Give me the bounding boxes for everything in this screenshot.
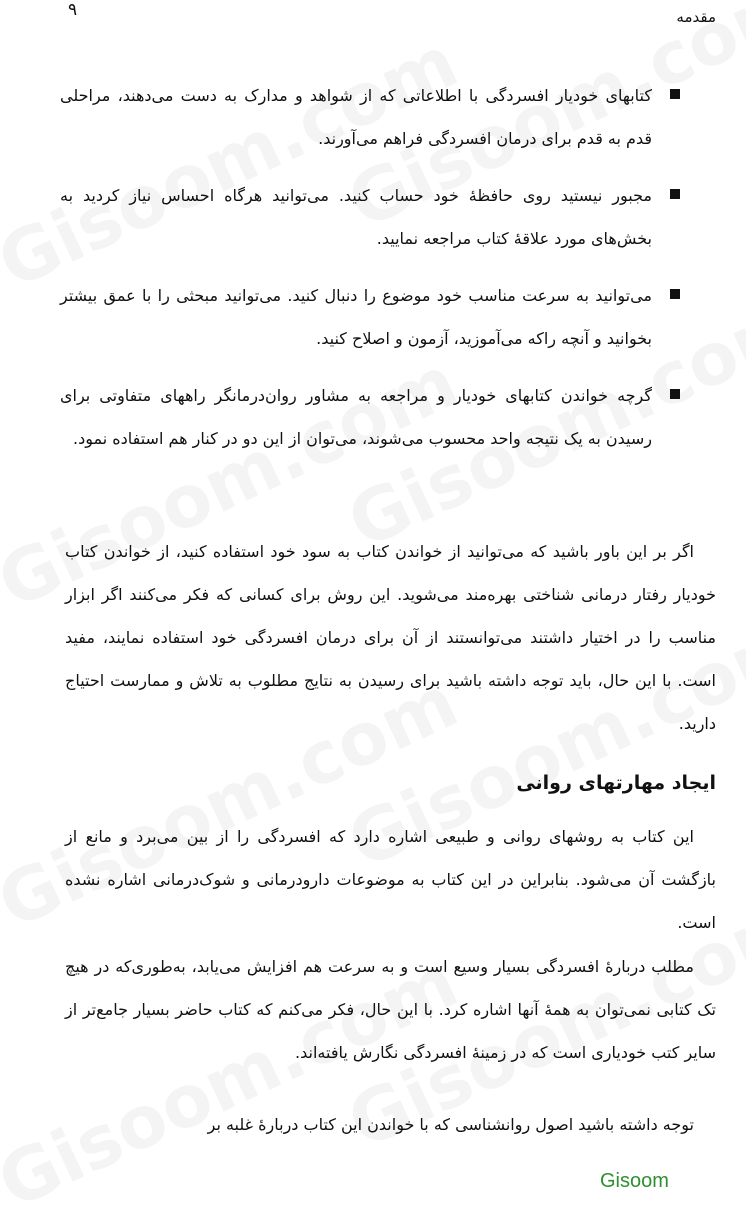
body-paragraph: اگر بر این باور باشید که می‌توانید از خواندن کتاب به سود خود استفاده کنید، از خواندن کتاب خودیار رفتار درمانی شناختی بهره‌مند می‌شوید. این روش برای کسانی که فکر می‌کنند اگر ابزار مناسب را در اختیار داشتند می‌توانستند از آن برای درمان افسردگی خود استفاده نمایند، مفید است. با این حال، باید توجه داشته باشید برای رسیدن به نتایج مطلوب به تلاش و ممارست احتیاج دارید. [65, 542, 716, 733]
list-item-text: کتابهای خودیار افسردگی با اطلاعاتی که از شواهد و مدارک به دست می‌دهند، مراحلی قدم به قدم برای درمان افسردگی فراهم می‌آورند. [60, 86, 652, 148]
gisoom-logo [600, 1170, 669, 1193]
square-bullet-icon [670, 289, 680, 299]
logo-text: Gisoom [600, 1170, 669, 1192]
body-paragraph: مطلب دربارهٔ افسردگی بسیار وسیع است و به سرعت هم افزایش می‌یابد، به‌طوری‌که در هیچ تک کتابی نمی‌توان به همهٔ آنها اشاره کرد. با این حال، فکر می‌کنم که کتاب حاضر بسیار جامع‌تر از سایر کتب خودیاری است که در زمینهٔ افسردگی نگارش یافته‌اند. [65, 957, 716, 1062]
running-title: مقدمه [676, 8, 716, 26]
list-item-text: مجبور نیستید روی حافظهٔ خود حساب کنید. می‌توانید هرگاه احساس نیاز کردید به بخش‌های مورد علاقهٔ کتاب مراجعه نمایید. [60, 186, 652, 248]
list-item [60, 174, 686, 260]
list-item [60, 274, 686, 360]
bullet-list [60, 74, 686, 474]
body-paragraph: این کتاب به روشهای روانی و طبیعی اشاره دارد که افسردگی را از بین می‌برد و مانع از بازگشت آن می‌شود. بنابراین در این کتاب به موضوعات دارودرمانی و شوک‌درمانی اشاره نشده است. [65, 827, 716, 932]
body-paragraph: توجه داشته باشید اصول روانشناسی که با خواندن این کتاب دربارهٔ غلبه بر [207, 1115, 694, 1134]
list-item [60, 374, 686, 460]
square-bullet-icon [670, 89, 680, 99]
section-heading: ایجاد مهارتهای روانی [516, 772, 716, 794]
list-item-text: گرچه خواندن کتابهای خودیار و مراجعه به مشاور روان‌درمانگر راههای متفاوتی برای رسیدن به یک نتیجه واحد محسوب می‌شوند، می‌توان از این دو در کنار هم استفاده نمود. [60, 386, 652, 448]
list-item [60, 74, 686, 160]
square-bullet-icon [670, 389, 680, 399]
square-bullet-icon [670, 189, 680, 199]
list-item-text: می‌توانید به سرعت مناسب خود موضوع را دنبال کنید. می‌توانید مبحثی را با عمق بیشتر بخوانید و آنچه راکه می‌آموزید، آزمون و اصلاح کنید. [60, 286, 652, 348]
page-number: ۹ [68, 0, 78, 20]
